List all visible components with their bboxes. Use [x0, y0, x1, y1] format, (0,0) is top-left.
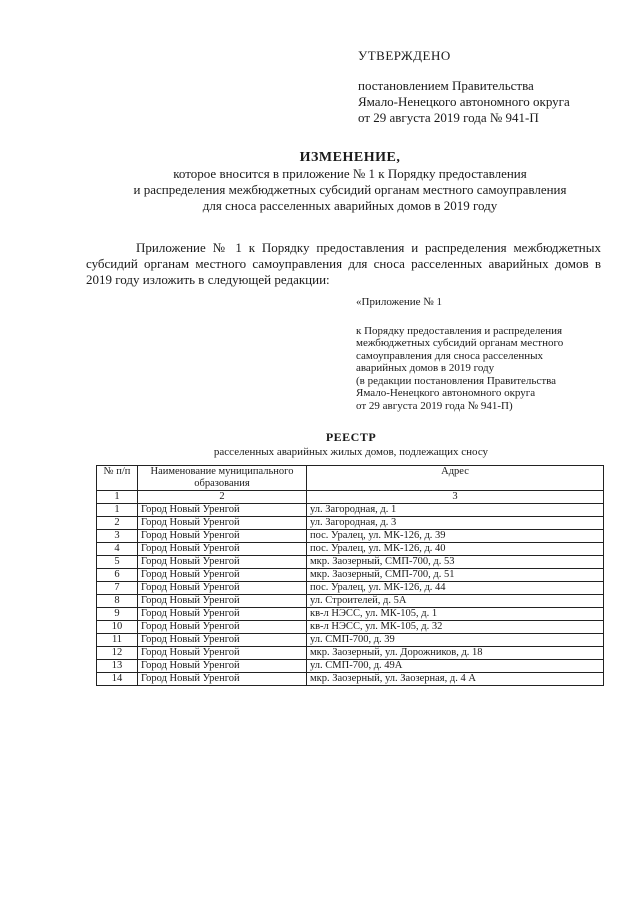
row-municipality: Город Новый Уренгой — [138, 673, 307, 686]
table-row — [97, 504, 604, 517]
table-row — [97, 647, 604, 660]
appendix-title: «Приложение № 1 — [356, 296, 443, 308]
row-municipality: Город Новый Уренгой — [138, 582, 307, 595]
approval-line: от 29 августа 2019 года № 941-П — [358, 110, 539, 125]
body-paragraph: Приложение № 1 к Порядку предоставления и распределения межбюджетных субсидий органам местного самоуправления для сноса расселенных аварийных домов в 2019 году изложить в следующей редакции: — [86, 240, 601, 287]
row-municipality: Город Новый Уренгой — [138, 556, 307, 569]
appendix-block — [356, 296, 616, 412]
appendix-line: от 29 августа 2019 года № 941-П) — [356, 399, 513, 412]
row-municipality: Город Новый Уренгой — [138, 595, 307, 608]
row-municipality: Город Новый Уренгой — [138, 530, 307, 543]
approval-block — [358, 48, 570, 126]
row-municipality: Город Новый Уренгой — [138, 634, 307, 647]
approval-line: Ямало-Ненецкого автономного округа — [358, 94, 570, 109]
row-number: 3 — [97, 530, 138, 543]
row-number: 7 — [97, 582, 138, 595]
row-address: пос. Уралец, ул. МК-126, д. 44 — [307, 582, 604, 595]
registry-body — [97, 504, 604, 686]
table-row — [97, 582, 604, 595]
table-row — [97, 673, 604, 686]
table-row — [97, 634, 604, 647]
row-address: мкр. Заозерный, СМП-700, д. 51 — [307, 569, 604, 582]
row-municipality: Город Новый Уренгой — [138, 647, 307, 660]
heading-line: и распределения межбюджетных субсидий органам местного самоуправления — [133, 182, 567, 197]
appendix-line: самоуправления для сноса расселенных — [356, 349, 543, 362]
table-header-row — [97, 466, 604, 491]
table-row — [97, 621, 604, 634]
row-address: мкр. Заозерный, СМП-700, д. 53 — [307, 556, 604, 569]
header-number: № п/п — [97, 466, 138, 491]
header-municipality: Наименование муниципального образования — [138, 466, 307, 491]
row-address: мкр. Заозерный, ул. Заозерная, д. 4 А — [307, 673, 604, 686]
table-row — [97, 595, 604, 608]
row-number: 8 — [97, 595, 138, 608]
row-number: 9 — [97, 608, 138, 621]
approval-line: постановлением Правительства — [358, 78, 534, 93]
registry-heading — [96, 430, 606, 458]
row-address: пос. Уралец, ул. МК-126, д. 40 — [307, 543, 604, 556]
table-row — [97, 660, 604, 673]
table-row — [97, 543, 604, 556]
row-number: 5 — [97, 556, 138, 569]
row-municipality: Город Новый Уренгой — [138, 608, 307, 621]
row-number: 1 — [97, 504, 138, 517]
row-number: 4 — [97, 543, 138, 556]
row-number: 11 — [97, 634, 138, 647]
row-number: 6 — [97, 569, 138, 582]
row-municipality: Город Новый Уренгой — [138, 569, 307, 582]
registry-title: РЕЕСТР — [325, 430, 377, 444]
table-row — [97, 530, 604, 543]
appendix-line: межбюджетных субсидий органам местного — [356, 337, 564, 349]
row-address: ул. Загородная, д. 3 — [307, 517, 604, 530]
appendix-line: к Порядку предоставления и распределения — [356, 324, 563, 337]
appendix-line: аварийных домов в 2019 году — [356, 362, 495, 374]
row-municipality: Город Новый Уренгой — [138, 543, 307, 556]
header-address: Адрес — [307, 466, 604, 491]
column-number: 2 — [138, 491, 307, 504]
row-address: ул. СМП-700, д. 49А — [307, 660, 604, 673]
appendix-line: (в редакции постановления Правительства — [356, 374, 557, 387]
row-number: 10 — [97, 621, 138, 634]
table-row — [97, 608, 604, 621]
table-row — [97, 569, 604, 582]
row-number: 2 — [97, 517, 138, 530]
registry-table — [96, 465, 604, 686]
row-municipality: Город Новый Уренгой — [138, 660, 307, 673]
column-number: 3 — [307, 491, 604, 504]
row-number: 13 — [97, 660, 138, 673]
row-address: ул. Загородная, д. 1 — [307, 504, 604, 517]
registry-subtitle: расселенных аварийных жилых домов, подлежащих сносу — [213, 446, 489, 458]
row-address: кв-л НЭСС, ул. МК-105, д. 1 — [307, 608, 604, 621]
row-municipality: Город Новый Уренгой — [138, 504, 307, 517]
heading-line: которое вносится в приложение № 1 к Порядку предоставления — [173, 166, 527, 181]
appendix-line: Ямало-Ненецкого автономного округа — [356, 387, 536, 399]
row-number: 12 — [97, 647, 138, 660]
table-row — [97, 517, 604, 530]
row-municipality: Город Новый Уренгой — [138, 517, 307, 530]
row-address: ул. СМП-700, д. 39 — [307, 634, 604, 647]
row-address: мкр. Заозерный, ул. Дорожников, д. 18 — [307, 647, 604, 660]
approval-title: УТВЕРЖДЕНО — [358, 48, 451, 63]
heading-line: для сноса расселенных аварийных домов в 2019 году — [202, 198, 498, 213]
heading-title: ИЗМЕНЕНИЕ, — [299, 150, 401, 165]
document-heading — [60, 150, 640, 214]
row-address: кв-л НЭСС, ул. МК-105, д. 32 — [307, 621, 604, 634]
column-number-row — [97, 491, 604, 504]
row-address: пос. Уралец, ул. МК-126, д. 39 — [307, 530, 604, 543]
row-number: 14 — [97, 673, 138, 686]
column-number: 1 — [97, 491, 138, 504]
row-address: ул. Строителей, д. 5А — [307, 595, 604, 608]
row-municipality: Город Новый Уренгой — [138, 621, 307, 634]
table-row — [97, 556, 604, 569]
